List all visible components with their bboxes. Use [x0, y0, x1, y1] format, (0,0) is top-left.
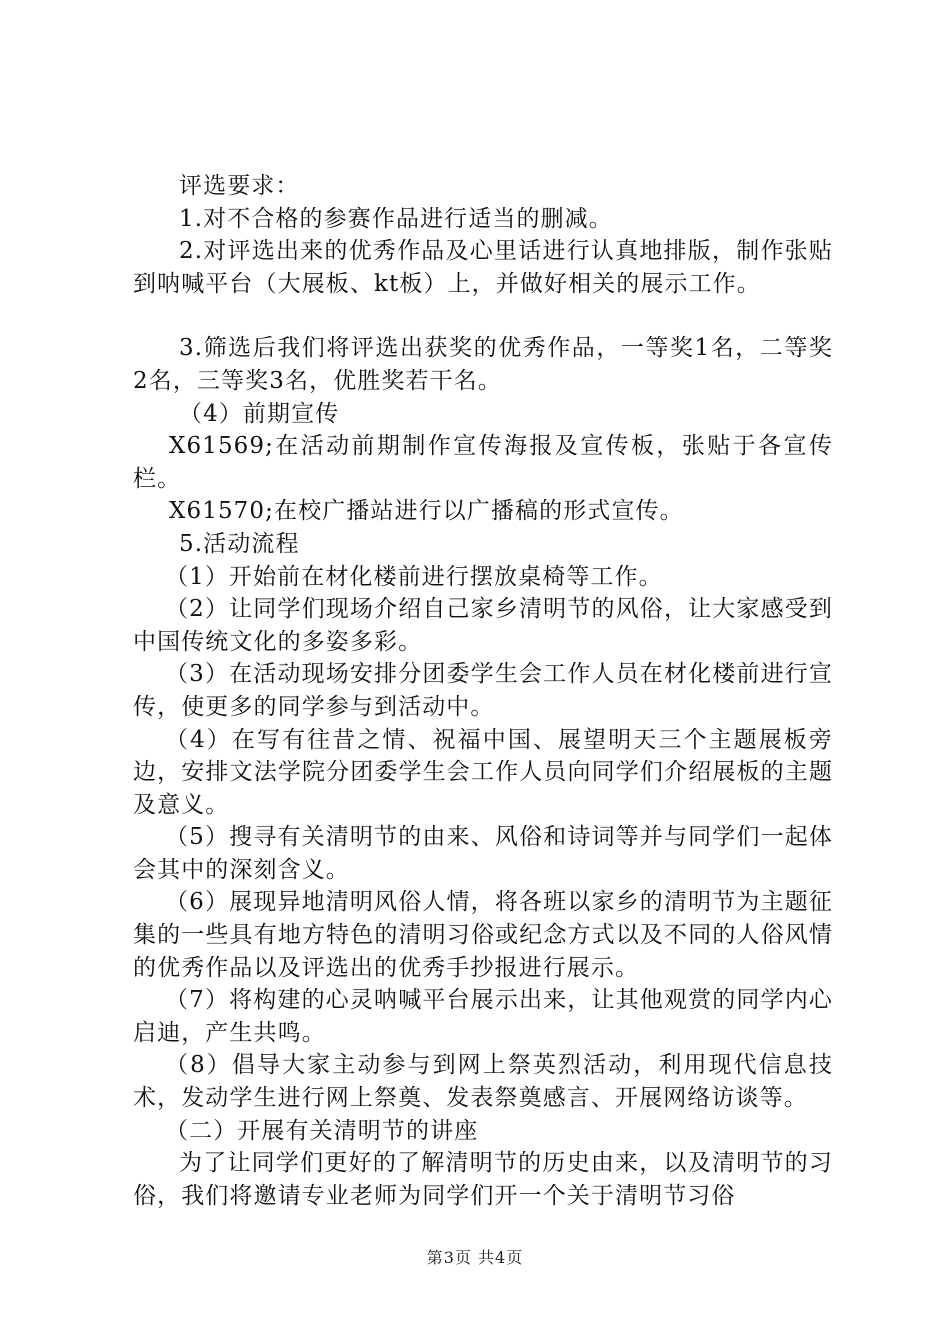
- paragraph-item-1: 1.对不合格的参赛作品进行适当的删减。: [179, 205, 613, 232]
- paragraph-process-step-4: （4）在写有往昔之情、祝福中国、展望明天三个主题展板旁边，安排文法学院分团委学生会工作人员向同学们介绍展板的主题及意义。: [133, 726, 833, 818]
- paragraph-process-step-6: （6）展现异地清明风俗人情，将各班以家乡的清明节为主题征集的一些具有地方特色的清明习俗或纪念方式以及不同的人俗风情的优秀作品以及评选出的优秀手抄报进行展示。: [133, 889, 833, 981]
- paragraph-process-step-8: （8）倡导大家主动参与到网上祭英烈活动，利用现代信息技术，发动学生进行网上祭奠、发表祭奠感言、开展网络访谈等。: [133, 1052, 833, 1112]
- paragraph-publicity-posters: X61569;在活动前期制作宣传海报及宣传板，张贴于各宣传栏。: [133, 433, 833, 492]
- document-body: [133, 170, 833, 1212]
- paragraph-process-step-7: （7）将构建的心灵呐喊平台展示出来，让其他观赏的同学内心启迪，产生共鸣。: [133, 987, 833, 1046]
- paragraph-requirements-heading: 评选要求：: [179, 173, 300, 199]
- paragraph-process-step-3: （3）在活动现场安排分团委学生会工作人员在材化楼前进行宣传，使更多的同学参与到活动中。: [133, 661, 833, 720]
- paragraph-item-2: 2.对评选出来的优秀作品及心里话进行认真地排版，制作张贴到呐喊平台（大展板、kt板）上，并做好相关的展示工作。: [133, 238, 833, 297]
- paragraph-publicity-broadcast: X61570;在校广播站进行以广播稿的形式宣传。: [169, 498, 684, 525]
- paragraph-item-3: 3.筛选后我们将评选出获奖的优秀作品，一等奖1名，二等奖2名，三等奖3名，优胜奖若干名。: [133, 335, 833, 394]
- paragraph-publicity-heading: （4）前期宣传: [179, 400, 340, 427]
- paragraph-process-step-1: （1）开始前在材化楼前进行摆放桌椅等工作。: [165, 563, 663, 590]
- paragraph-lecture-intro: 为了让同学们更好的了解清明节的历史由来，以及清明节的习俗，我们将邀请专业老师为同学们开一个关于清明节习俗: [133, 1150, 833, 1209]
- paragraph-process-step-5: （5）搜寻有关清明节的由来、风俗和诗词等并与同学们一起体会其中的深刻含义。: [133, 824, 833, 883]
- paragraph-process-heading: 5.活动流程: [179, 530, 300, 557]
- paragraph-process-step-2: （2）让同学们现场介绍自己家乡清明节的风俗，让大家感受到中国传统文化的多姿多彩。: [133, 596, 833, 655]
- page-footer: 第3页 共4页: [426, 1248, 524, 1267]
- paragraph-lecture-heading: （二）开展有关清明节的讲座: [165, 1117, 479, 1144]
